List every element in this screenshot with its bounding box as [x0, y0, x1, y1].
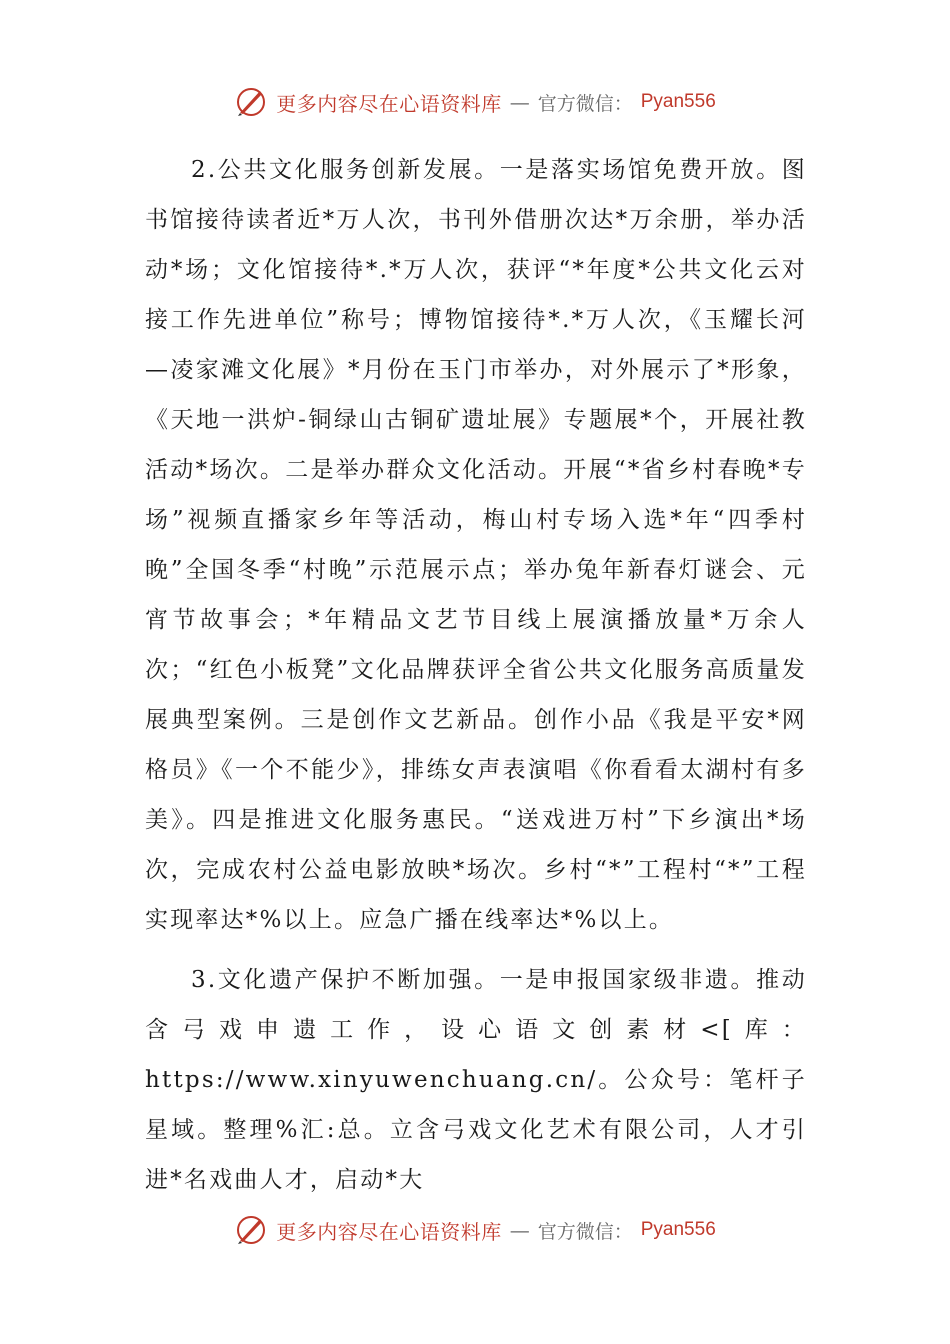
- paragraph-public-cultural-services: 2.公共文化服务创新发展。一是落实场馆免费开放。图书馆接待读者近*万人次，书刊外借册次达*万余册，举办活动*场；文化馆接待*.*万人次，获评“*年度*公共文化云对接工作先进单位”称号；博物馆接待*.*万人次，《玉耀长河—凌家滩文化展》*月份在玉门市举办，对外展示了*形象，《天地一洪炉-铜绿山古铜矿遗址展》专题展*个，开展社教活动*场次。二是举办群众文化活动。开展“*省乡村春晚*专场”视频直播家乡年等活动，梅山村专场入选*年“四季村晚”全国冬季“村晚”示范展示点；举办兔年新春灯谜会、元宵节故事会；*年精品文艺节目线上展演播放量*万余人次；“红色小板凳”文化品牌获评全省公共文化服务高质量发展典型案例。三是创作文艺新品。创作小品《我是平安*网格员》《一个不能少》，排练女声表演唱《你看看太湖村有多美》。四是推进文化服务惠民。“送戏进万村”下乡演出*场次，完成农村公益电影放映*场次。乡村“*”工程村“*”工程实现率达*%以上。应急广播在线率达*%以上。: [145, 157, 807, 933]
- footer-separator: —: [509, 1218, 530, 1242]
- header-wechat-id: Pyan556: [640, 91, 716, 112]
- header-separator: —: [509, 90, 530, 114]
- document-body: [145, 145, 807, 1215]
- header-brand-text: 更多内容尽在心语资料库: [276, 91, 502, 116]
- footer-wechat-label: 官方微信：: [537, 1220, 633, 1243]
- quill-logo-icon: [234, 85, 268, 119]
- quill-logo-icon: [234, 1213, 268, 1247]
- header-wechat-label: 官方微信：: [537, 92, 633, 115]
- header-banner: [0, 80, 950, 124]
- footer-brand-text: 更多内容尽在心语资料库: [276, 1219, 502, 1244]
- footer-wechat-id: Pyan556: [640, 1219, 716, 1240]
- footer-banner: [0, 1208, 950, 1252]
- paragraph-cultural-heritage: 3.文化遗产保护不断加强。一是申报国家级非遗。推动含弓戏申遗工作，设心语文创素材<[库：https://www.xinyuwenchuang.cn/。公众号：笔杆子星域。整理%汇:总。立含弓戏文化艺术有限公司，人才引进*名戏曲人才，启动*大: [145, 967, 807, 1193]
